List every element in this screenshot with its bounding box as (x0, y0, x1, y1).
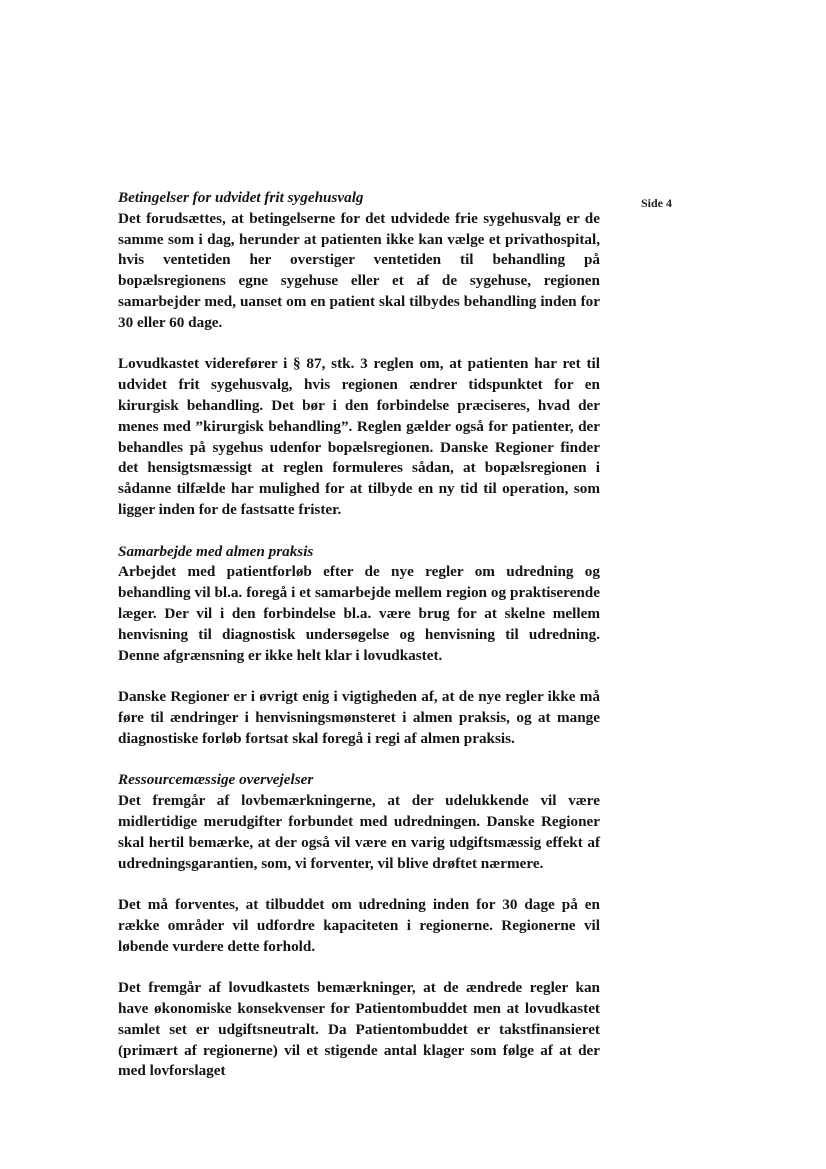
paragraph: Arbejdet med patientforløb efter de nye regler om udredning og behandling vil bl.a. foregå i et samarbejde mellem region og praktiserende læger. Der vil i den forbindelse bl.a. være brug for at skelne mellem henvisning til diagnostisk undersøgelse og henvisning til udredning. Denne afgrænsning er ikke helt klar i lovudkastet. (118, 563, 600, 664)
document-body (118, 188, 600, 1082)
section-heading-betingelser: Betingelser for udvidet frit sygehusvalg (118, 189, 364, 206)
section-heading-ressourcer: Ressourcemæssige overvejelser (118, 771, 314, 789)
paragraph: Lovudkastet viderefører i § 87, stk. 3 reglen om, at patienten har ret til udvidet frit sygehusvalg, hvis regionen ændrer tidspunktet for en kirurgisk behandling. Det bør i den forbindelse præciseres, hvad der menes med ”kirurgisk behandling”. Reglen gælder også for patienter, der behandles på sygehus udenfor bopælsregionen. Danske Regioner finder det hensigtsmæssigt at reglen formuleres sådan, at bopælsregionen i sådanne tilfælde har mulighed for at tilbyde en ny tid til operation, som ligger inden for de fastsatte frister. (118, 355, 600, 518)
paragraph-gap (118, 750, 600, 771)
paragraph: Det fremgår af lovbemærkningerne, at der udelukkende vil være midlertidige merudgifter forbundet med udredningen. Danske Regioner skal hertil bemærke, at der også vil være en varig udgiftsmæssig effekt af udredningsgarantien, som, vi forventer, vil blive drøftet nærmere. (118, 792, 600, 872)
paragraph-gap (118, 874, 600, 895)
paragraph: Det må forventes, at tilbuddet om udredning inden for 30 dage på en række områder vil udfordre kapaciteten i regionerne. Regionerne vil løbende vurdere dette forhold. (118, 896, 600, 955)
paragraph-gap (118, 957, 600, 978)
paragraph: Det forudsættes, at betingelserne for det udvidede frie sygehusvalg er de samme som i dag, herunder at patienten ikke kan vælge et privathospital, hvis ventetiden her overstiger ventetiden til behandling på bopælsregionens egne sygehuse eller et af de sygehuse, regionen samarbejder med, uanset om en patient skal tilbydes behandling inden for 30 eller 60 dage. (118, 209, 600, 331)
paragraph-gap (118, 666, 600, 687)
paragraph-gap (118, 334, 600, 355)
paragraph-gap (118, 521, 600, 542)
page-number: Side 4 (641, 196, 673, 210)
paragraph: Danske Regioner er i øvrigt enig i vigtigheden af, at de nye regler ikke må føre til ændringer i henvisningsmønsteret i almen praksis, og at mange diagnostiske forløb fortsat skal foregå i regi af almen praksis. (118, 688, 600, 747)
paragraph: Det fremgår af lovudkastets bemærkninger, at de ændrede regler kan have økonomiske konsekvenser for Patientombuddet men at lovudkastet samlet set er udgiftsneutralt. Da Patientombuddet er takstfinansieret (primært af regionerne) vil et stigende antal klager som følge af at der med lovforslaget (118, 979, 600, 1080)
section-heading-samarbejde: Samarbejde med almen praksis (118, 542, 314, 560)
